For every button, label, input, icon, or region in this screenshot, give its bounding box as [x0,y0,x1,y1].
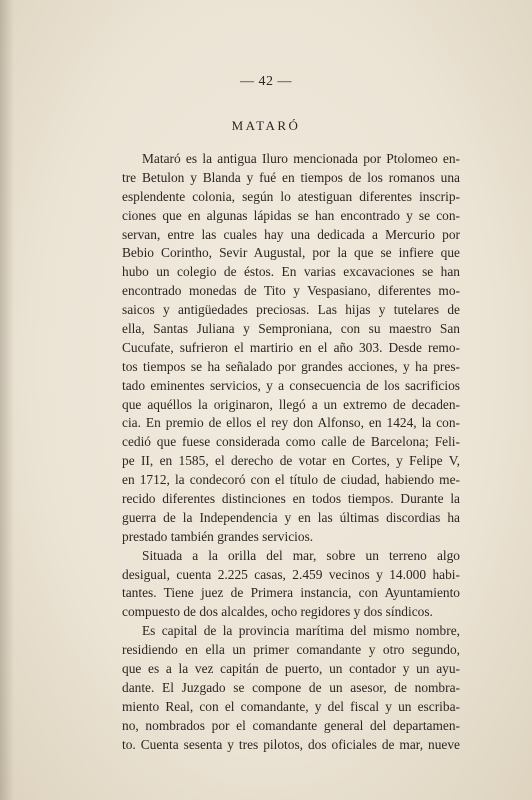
text-line: tre Betulon y Blanda y fué en tiempos de los romanos una [122,169,460,185]
text-line: esplendente colonia, según lo atestiguan diferentes inscrip- [122,188,460,204]
text-line: desigual, cuenta 2.225 casas, 2.459 vecinos y 14.000 habi- [122,566,460,582]
text-line: en 1712, la condecoró con el título de ciudad, habiendo me- [122,472,460,488]
text-line: cedió que fuese considerada como calle de Barcelona; Feli- [122,434,460,450]
text-line: que aquéllos la originaron, llegó a un extremo de decaden- [122,396,460,412]
text-line: miento Real, con el comandante, y del fiscal y un escriba- [122,698,460,714]
text-line: Es capital de la provincia marítima del mismo nombre, [142,623,460,639]
text-line: to. Cuenta sesenta y tres pilotos, dos oficiales de mar, nueve [122,736,460,752]
text-line: que es a la vez capitán de puerto, un contador y un ayu- [122,661,460,677]
text-line: tantes. Tiene juez de Primera instancia, con Ayuntamiento [122,585,460,601]
text-line: cia. En premio de ellos el rey don Alfonso, en 1424, la con- [122,415,460,431]
body-text [122,150,460,755]
text-line: Situada a la orilla del mar, sobre un terreno algo [142,547,460,563]
text-line: prestado también grandes servicios. [122,528,314,544]
text-line: Bebio Corintho, Sevir Augustal, por la que se infiere que [122,245,460,261]
text-line: servan, entre las cuales hay una dedicada a Mercurio por [122,226,460,242]
text-line: no, nombrados por el comandante general del departamen- [122,717,460,733]
text-line: compuesto de dos alcaldes, ocho regidores y dos síndicos. [122,604,433,620]
text-line: ciones que en algunas lápidas se han encontrado y se con- [122,207,460,223]
chapter-title: MATARÓ [231,118,301,133]
text-line: Mataró es la antigua Iluro mencionada por Ptolomeo en- [142,151,460,166]
text-line: tos tiempos se ha señalado por grandes acciones, y ha pres- [122,358,460,374]
text-line: recido diferentes distinciones en todos tiempos. Durante la [122,491,460,507]
text-line: pe II, en 1585, el derecho de votar en Cortes, y Felipe V, [122,453,460,469]
text-line: guerra de la Independencia y en las últimas discordias ha [122,509,460,525]
page-number: — 42 — [240,74,292,89]
text-line: ella, Santas Juliana y Semproniana, con su maestro San [122,321,460,337]
text-line: dante. El Juzgado se compone de un asesor, de nombra- [122,679,460,695]
text-line: saicos y antigüedades preciosas. Las hijas y tutelares de [122,302,460,318]
text-line: encontrado monedas de Tito y Vespasiano, diferentes mo- [122,283,460,299]
text-line: hubo un colegio de éstos. En varias excavaciones se han [122,264,460,280]
text-line: residiendo en ella un primer comandante y otro segundo, [122,642,460,658]
text-line: tado eminentes servicios, y a consecuencia de los sacrificios [122,377,460,393]
text-line: Cucufate, sufrieron el martirio en el año 303. Desde remo- [122,339,460,355]
